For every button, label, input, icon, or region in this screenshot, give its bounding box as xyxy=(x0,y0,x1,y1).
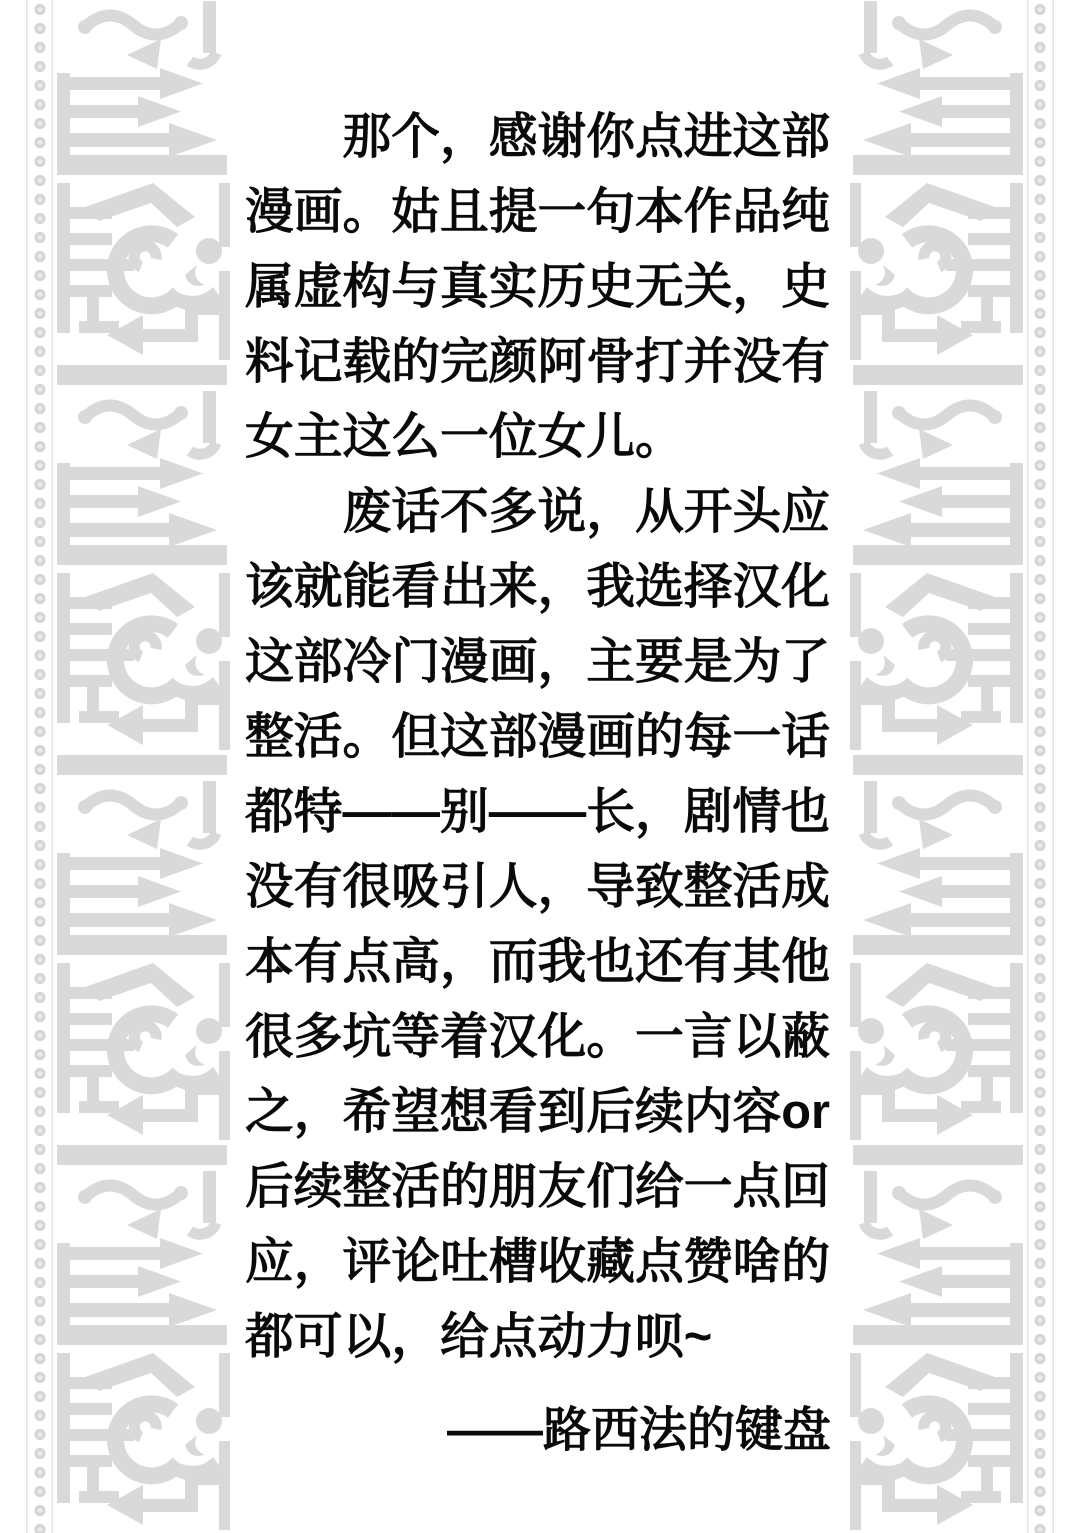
note-line: 之，希望想看到后续内容or xyxy=(245,1085,830,1139)
note-line: 这部冷门漫画，主要是为了 xyxy=(245,635,830,689)
scroll-ornament-icon xyxy=(850,0,1080,1533)
note-line: 很多坑等着汉化。一言以蔽 xyxy=(245,1010,830,1064)
note-line: 女主这么一位女儿。 xyxy=(245,410,684,464)
translator-note-text xyxy=(245,100,831,1375)
note-line: 漫画。姑且提一句本作品纯 xyxy=(245,185,830,239)
translator-signature: ——路西法的键盘 xyxy=(446,1404,831,1457)
note-line: 废话不多说，从开头应 xyxy=(245,485,830,539)
note-line: 都特——别——长，剧情也 xyxy=(245,785,830,839)
note-line: 料记载的完颜阿骨打并没有 xyxy=(245,335,830,389)
scroll-ornament-icon xyxy=(0,0,230,1533)
note-line: 那个，感谢你点进这部 xyxy=(245,110,830,164)
ornamental-border-left xyxy=(0,0,230,1533)
note-line: 没有很吸引人，导致整活成 xyxy=(245,860,830,914)
note-line: 后续整活的朋友们给一点回 xyxy=(245,1160,830,1214)
note-line: 本有点高，而我也还有其他 xyxy=(245,935,830,989)
note-line: 整活。但这部漫画的每一话 xyxy=(245,710,830,764)
ornamental-border-right xyxy=(850,0,1080,1533)
note-line: 应，评论吐槽收藏点赞啥的 xyxy=(245,1235,830,1289)
note-line: 该就能看出来，我选择汉化 xyxy=(245,560,830,614)
note-line: 属虚构与真实历史无关，史 xyxy=(245,260,830,314)
note-line: 都可以，给点动力呗~ xyxy=(245,1310,713,1364)
